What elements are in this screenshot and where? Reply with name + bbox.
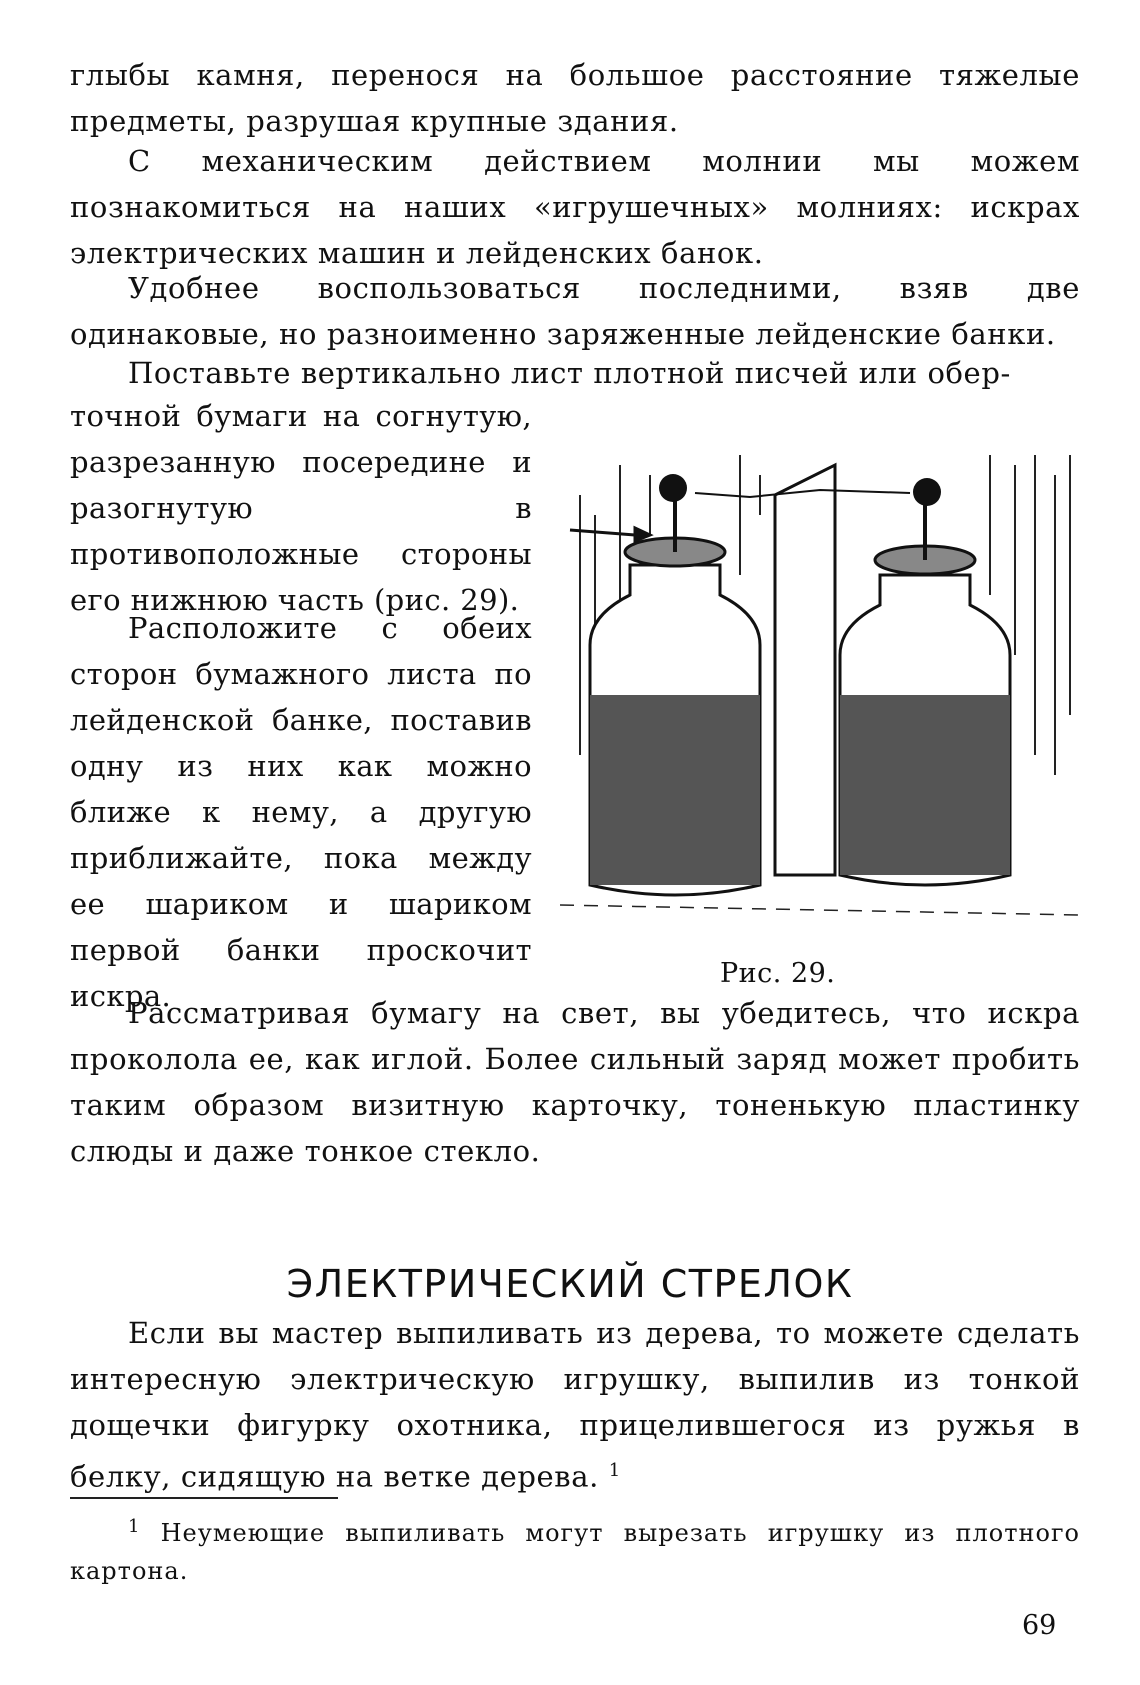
paragraph-7-text: Если вы мастер выпиливать из дерева, то можете сделать интересную электрическую игрушку, выпилив из тонкой дощечки фигурку охотника, прицелившегося из ружья в белку, сидящую на ветке дерева. [70, 1316, 1080, 1494]
jar-left [590, 474, 760, 895]
paragraph-2: С механическим действием молнии мы можем познакомиться на наших «игрушечных» молниях: искрах электрических машин и лейденских банок. [70, 144, 1080, 270]
footnote-divider [70, 1497, 338, 1499]
arrow-icon [570, 528, 650, 541]
paragraph-1: глыбы камня, перенося на большое расстояние тяжелые предметы, разрушая крупные здания. [70, 58, 1080, 138]
paragraph-4-rest: точной бумаги на согнутую, разрезанную посередине и разогнутую в противоположные стороны его нижнюю часть (рис. 29). [70, 399, 532, 617]
footnote-text: Неумеющие выпиливать могут вырезать игрушку из плотного картона. [70, 1519, 1080, 1585]
paragraph-7 [70, 1310, 1080, 1500]
figure-29-leyden-jars [560, 455, 1080, 935]
figure-caption: Рис. 29. [720, 958, 836, 989]
paragraph-5: Расположите с обеих сторон бумажного листа по лейденской банке, поставив одну из них как можно ближе к нему, а другую приближайте, пока между ее шариком и шариком первой банки проскочит искра. [70, 611, 532, 1013]
footnote-reference: 1 [608, 1460, 621, 1481]
section-heading: ЭЛЕКТРИЧЕСКИЙ СТРЕЛОК [286, 1261, 854, 1306]
paragraph-6: Рассматривая бумагу на свет, вы убедитесь, что искра проколола ее, как иглой. Более сильный заряд может пробить таким образом визитную карточку, тоненькую пластинку слюды и даже тонкое стекло. [70, 996, 1080, 1168]
jar-right [840, 478, 1010, 885]
paragraph-4-first-line: Поставьте вертикально лист плотной писчей или обер- [128, 356, 1011, 390]
footnote-mark: 1 [128, 1516, 141, 1537]
page-number: 69 [1022, 1610, 1057, 1641]
paper-sheet [775, 465, 835, 875]
footnote [70, 1508, 1080, 1590]
paragraph-3: Удобнее воспользоваться последними, взяв две одинаковые, но разноименно заряженные лейденские банки. [70, 271, 1080, 351]
